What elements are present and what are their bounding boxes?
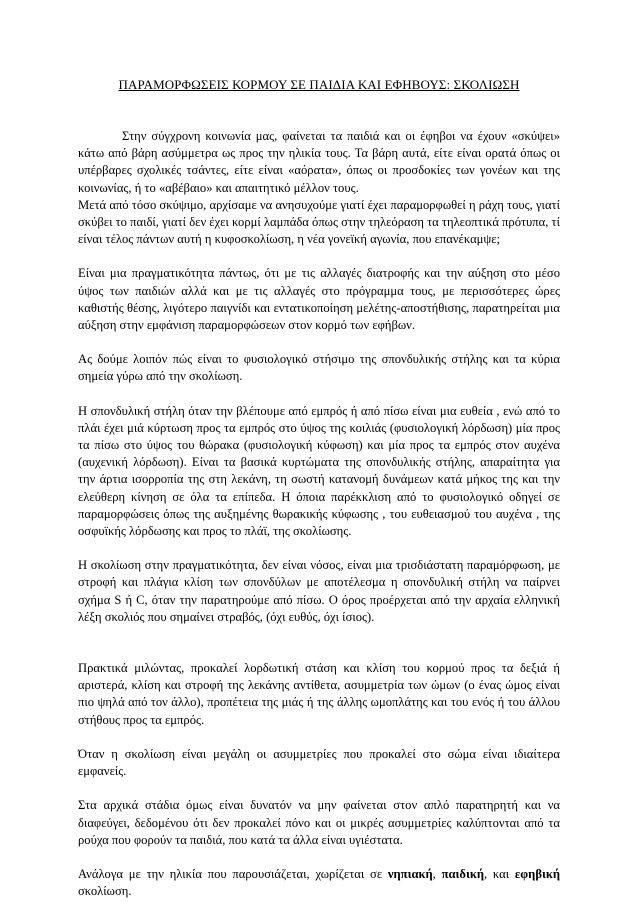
paragraph-reality: Είναι μια πραγματικότητα πάντως, ότι με τις αλλαγές διατροφής και την αύξηση στο μέσο ύψος των παιδιών αλλά και με τις αλλαγές στο πρόγραμμα τους, με περισσότερες ώρες καθιστής θέσης, λιγότερο παιγνίδι και εντατικοποίηση μελέτης-αποστήθισης, παρατηρείται μια αύξηση στην εμφάνιση παραμορφώσεων στον κορμό των εφήβων. bbox=[78, 266, 560, 333]
separator-1: , bbox=[432, 866, 442, 881]
term-juvenile: παιδική bbox=[441, 866, 484, 881]
age-types-lead: Ανάλογα με την ηλικία που παρουσιάζεται, χωρίζεται σε bbox=[78, 866, 388, 881]
age-types-tail: σκολίωση. bbox=[78, 884, 132, 899]
paragraph-normal-spine: Ας δούμε λοιπόν πώς είναι το φυσιολογικό στήσιμο της σπονδυλικής στήλης και τα κύρια σημεία γύρω από την σκολίωση. bbox=[78, 352, 560, 384]
paragraph-spine-curves: Η σπονδυλική στήλη όταν την βλέπουμε από εμπρός ή από πίσω είναι μια ευθεία , ενώ από το πλάι έχει μιά κύρτωση προς τα εμπρός στο ύψος της κοιλιάς (φυσιολογική λόρδωση) μία προς τα πίσω στο ύψος του θώρακα (φυσιολογική κύφωση) και μία προς τα εμπρός στον αυχένα (αυχενική λόρδωση). Είναι τα βασικά κυρτώματα της σπονδυλικής στήλης, απαραίτητα για την άρτια ισορροπία της στη λεκάνη, τη σωστή κατανομή δυνάμεων κατά μήκος της και την ελεύθερη κίνηση σε όλα τα επίπεδα. Η όποια παρέκκλιση από το φυσιολογικό οδηγεί σε παραμορφώσεις όπως της αυξημένης θωρακικής κύφωσης , του ευθειασμού του αυχένα , της οσφυϊκής λόρδωσης και προς το πλάϊ, της σκολίωσης. bbox=[78, 403, 560, 539]
paragraph-intro: Στην σύγχρονη κοινωνία μας, φαίνεται τα παιδιά και οι έφηβοι να έχουν «σκύψει» κάτω από βάρη ασύμμετρα ως προς την ηλικία τους. Τα βάρη αυτά, είτε είναι ορατά όπως οι υπέρβαρες σχολικές τσάντες, είτε είναι «αόρατα», όπως οι προσδοκίες των γονέων και της κοινωνίας, ή το «αβέβαιο» και απαιτητικό μέλλον τους. bbox=[78, 129, 560, 195]
paragraph-symptoms: Πρακτικά μιλώντας, προκαλεί λορδωτική στάση και κλίση του κορμού προς τα δεξιά ή αριστερά, κλίση και στροφή της λεκάνης αντίθετα, ασυμμετρία των ώμων (ο ένας ώμος είναι πιο ψηλά από τον άλλο), προπέτεια της μιάς ή της άλλης ωμοπλάτης και του ενός ή του άλλου στήθους προς τα εμπρός. bbox=[78, 661, 560, 727]
paragraph-scoliosis-definition: Η σκολίωση στην πραγματικότητα, δεν είναι νόσος, είναι μια τρισδιάστατη παραμόρφωση, με στροφή και πλάγια κλίση των σπονδύλων με αποτέλεσμα η σπονδυλική στήλη να παίρνει σχήμα S ή C, όταν την παρατηρούμε από πίσω. Ο όρος προέρχεται από την αρχαία ελληνική λέξη σκολιός που σημαίνει στραβός, (όχι ευθύς, όχι ίσιος). bbox=[78, 558, 560, 624]
page-title: ΠΑΡΑΜΟΡΦΩΣΕΙΣ ΚΟΡΜΟΥ ΣΕ ΠΑΙΔΙΑ ΚΑΙ ΕΦΗΒΟΥΣ: ΣΚΟΛΙΩΣΗ bbox=[118, 77, 520, 92]
paragraph-age-types bbox=[78, 866, 560, 900]
term-infantile: νηπιακή bbox=[387, 866, 433, 881]
separator-2: , και bbox=[484, 866, 515, 881]
paragraph-large-scoliosis: Όταν η σκολίωση είναι μεγάλη οι ασυμμετρίες που προκαλεί στο σώμα είναι ιδιαίτερα εμφανείς. bbox=[78, 746, 560, 779]
document-body bbox=[78, 128, 560, 917]
paragraph-concern: Μετά από τόσο σκύψιμο, αρχίσαμε να ανησυχούμε γιατί έχει παραμορφωθεί η ράχη τους, γιατί σκύβει το παιδί, γιατί δεν έχει κορμί λαμπάδα όπως στην τηλεόραση τα τηλεοπτικά πρότυπα, τί είναι τέλος πάντων αυτή η κυφοσκολίωση, η νέα γονεϊκή αγωνία, που επανέκαμψε; bbox=[78, 197, 560, 247]
term-adolescent: εφηβική bbox=[514, 866, 560, 881]
paragraph-early-stages: Στα αρχικά στάδια όμως είναι δυνατόν να μην φαίνεται στον απλό παρατηρητή και να διαφεύγει, δεδομένου ότι δεν προκαλεί πόνο και οι μικρές ασυμμετρίες καλύπτονται από τα ρούχα που φορούν τα παιδιά, που κατά τα άλλα είναι υγιέστατα. bbox=[78, 798, 560, 847]
